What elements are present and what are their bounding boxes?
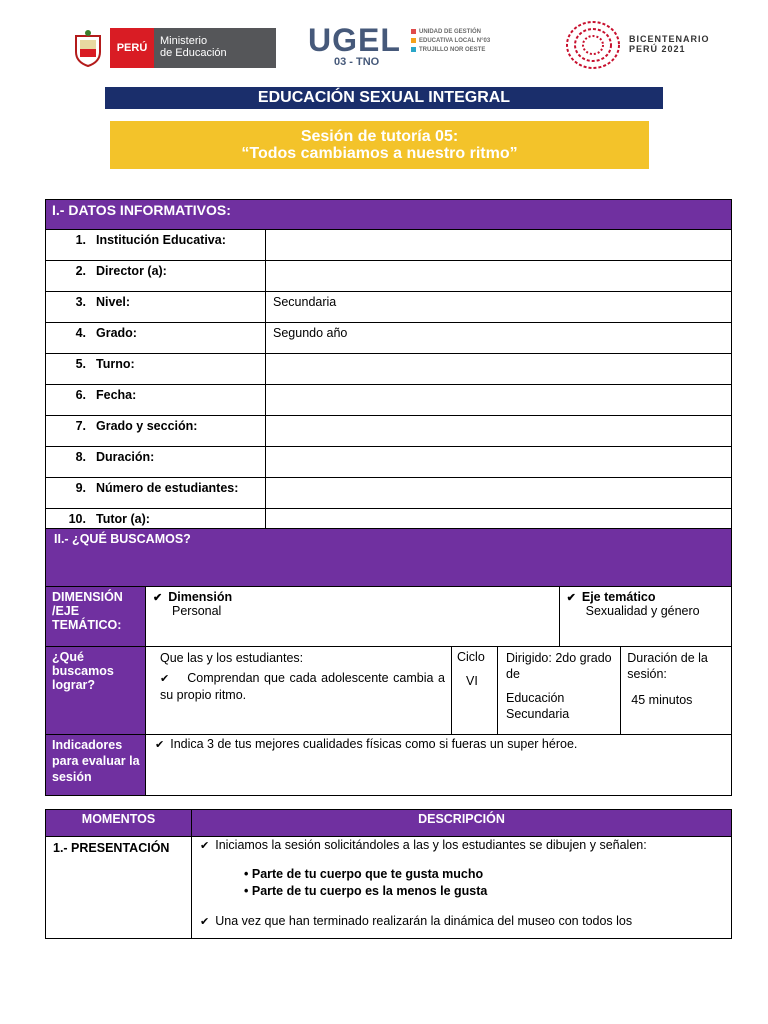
datos-informativos-table [45, 199, 732, 540]
dirigido-value: Educación Secundaria [506, 691, 570, 721]
datos-row-label [46, 478, 266, 509]
logro-text-wrap [160, 670, 445, 703]
datos-row [46, 416, 732, 447]
ugel-lines [411, 28, 490, 55]
ciclo-value: VI [466, 674, 478, 688]
datos-row-number: 1. [75, 233, 86, 247]
datos-row-number: 4. [75, 326, 86, 340]
bullet-item-1: • Parte de tu cuerpo que te gusta mucho [244, 867, 484, 881]
datos-row [46, 354, 732, 385]
indicadores-cell [146, 735, 732, 796]
datos-row [46, 230, 732, 261]
ugel-word: UGEL [308, 22, 401, 58]
indicadores-text: ✔ Indica 3 de tus mejores cualidades físicas como si fueras un super héroe. [155, 737, 577, 751]
dirigido-cell [498, 647, 621, 735]
datos-row-number: 7. [75, 419, 86, 433]
datos-row-text: Duración: [96, 450, 155, 464]
bicentenario-line1: BICENTENARIO [629, 34, 710, 44]
coat-of-arms-icon [72, 30, 104, 68]
datos-row-number: 9. [75, 481, 86, 495]
bicentenario-text [629, 34, 710, 54]
ciclo-label: Ciclo [457, 650, 485, 664]
momentos-header: MOMENTOS [46, 810, 192, 837]
datos-row-label [46, 385, 266, 416]
ugel-line2: EDUCATIVA LOCAL N°03 [411, 37, 490, 46]
datos-row-value [266, 230, 732, 261]
datos-row-number: 5. [75, 357, 86, 371]
datos-row-number: 8. [75, 450, 86, 464]
ugel-sub: 03 - TNO [334, 56, 380, 68]
bullet-item-2-text: Parte de tu cuerpo es la menos le gusta [251, 884, 488, 898]
datos-row [46, 292, 732, 323]
ministerio-label [154, 28, 276, 68]
dirigido-label: Dirigido: 2do grado de [506, 651, 612, 681]
indicadores-label: Indicadores para evaluar la sesión [46, 735, 146, 796]
eje-cell [559, 587, 731, 647]
logro-label: ¿Qué buscamos lograr? [46, 647, 146, 735]
ugel-line1: UNIDAD DE GESTIÓN [411, 28, 490, 37]
bicentenario-emblem-icon [565, 20, 621, 70]
ugel-line3: TRUJILLO NOR OESTE [411, 46, 490, 55]
bullet-list [200, 866, 727, 900]
datos-header: I.- DATOS INFORMATIVOS: [46, 200, 732, 230]
datos-row-value: Segundo año [266, 323, 732, 354]
dimension-cell [146, 587, 560, 647]
datos-row-value [266, 385, 732, 416]
datos-row-text: Número de estudiantes: [96, 481, 239, 495]
eje-title: ✔ Eje temático [567, 590, 731, 604]
eje-value: Sexualidad y género [585, 604, 700, 618]
datos-row-label [46, 292, 266, 323]
peru-label: PERÚ [110, 28, 154, 68]
presentacion-label: 1.- PRESENTACIÓN [46, 837, 192, 939]
document-title: EDUCACIÓN SEXUAL INTEGRAL [105, 87, 663, 109]
datos-row-text: Grado y sección: [96, 419, 198, 433]
session-title-box [110, 121, 649, 169]
logro-text: Comprendan que cada adolescente cambia a su propio ritmo. [160, 671, 445, 702]
datos-row-text: Turno: [96, 357, 135, 371]
presentacion-cell [192, 837, 732, 939]
datos-row-value [266, 416, 732, 447]
datos-row-number: 3. [75, 295, 86, 309]
ministerio-line2: de Educación [160, 47, 227, 59]
bullet-item-2: • Parte de tu cuerpo es la menos le gusta [244, 884, 488, 898]
datos-row [46, 323, 732, 354]
logro-intro: Que las y los estudiantes: [160, 651, 304, 665]
datos-row-value: Secundaria [266, 292, 732, 323]
datos-row-label [46, 261, 266, 292]
datos-row-text: Tutor (a): [96, 512, 150, 526]
dimension-label: DIMENSIÓN /EJE TEMÁTICO: [46, 587, 146, 647]
ministerio-line1: Ministerio [160, 35, 208, 47]
descripcion-header: DESCRIPCIÓN [192, 810, 732, 837]
presentacion-next: ✔ Una vez que han terminado realizarán la dinámica del museo con todos los [200, 914, 727, 928]
session-title-line1: Sesión de tutoría 05: [300, 128, 459, 145]
datos-row-number: 2. [75, 264, 86, 278]
datos-row-label [46, 230, 266, 261]
datos-row [46, 478, 732, 509]
datos-row-number: 10. [68, 512, 86, 526]
datos-row-text: Director (a): [96, 264, 167, 278]
datos-row-label [46, 323, 266, 354]
duracion-cell [621, 647, 732, 735]
datos-row-value [266, 478, 732, 509]
datos-row-value [266, 447, 732, 478]
datos-row-label [46, 447, 266, 478]
bicentenario-line2: PERÚ 2021 [629, 44, 686, 54]
datos-row [46, 447, 732, 478]
logro-cell [146, 647, 452, 735]
momentos-table [45, 809, 732, 939]
duracion-label: Duración de la sesión: [627, 651, 708, 681]
minedu-logo [72, 28, 276, 70]
datos-row-text: Institución Educativa: [96, 233, 226, 247]
buscamos-header: II.- ¿QUÉ BUSCAMOS? [46, 529, 732, 587]
datos-row-text: Grado: [96, 326, 137, 340]
datos-row-number: 6. [75, 388, 86, 402]
dimension-value: Personal [172, 604, 222, 618]
ciclo-cell [452, 647, 498, 735]
datos-row-value [266, 354, 732, 385]
dimension-title: ✔ Dimensión [153, 590, 559, 604]
session-title-line2: “Todos cambiamos a nuestro ritmo” [241, 145, 518, 162]
duracion-value: 45 minutos [631, 693, 693, 707]
datos-row [46, 385, 732, 416]
que-buscamos-table [45, 528, 732, 796]
datos-row-label [46, 354, 266, 385]
check-icon: ✔ [160, 673, 170, 685]
bicentenario-logo [565, 20, 725, 70]
ugel-logo [308, 22, 508, 72]
datos-row [46, 261, 732, 292]
bullet-item-1-text: Parte de tu cuerpo que te gusta mucho [251, 867, 484, 881]
presentacion-intro: ✔ Iniciamos la sesión solicitándoles a las y los estudiantes se dibujen y señalen: [200, 838, 727, 852]
datos-row-text: Nivel: [96, 295, 131, 309]
datos-row-label [46, 416, 266, 447]
datos-row-value [266, 261, 732, 292]
datos-row-text: Fecha: [96, 388, 137, 402]
